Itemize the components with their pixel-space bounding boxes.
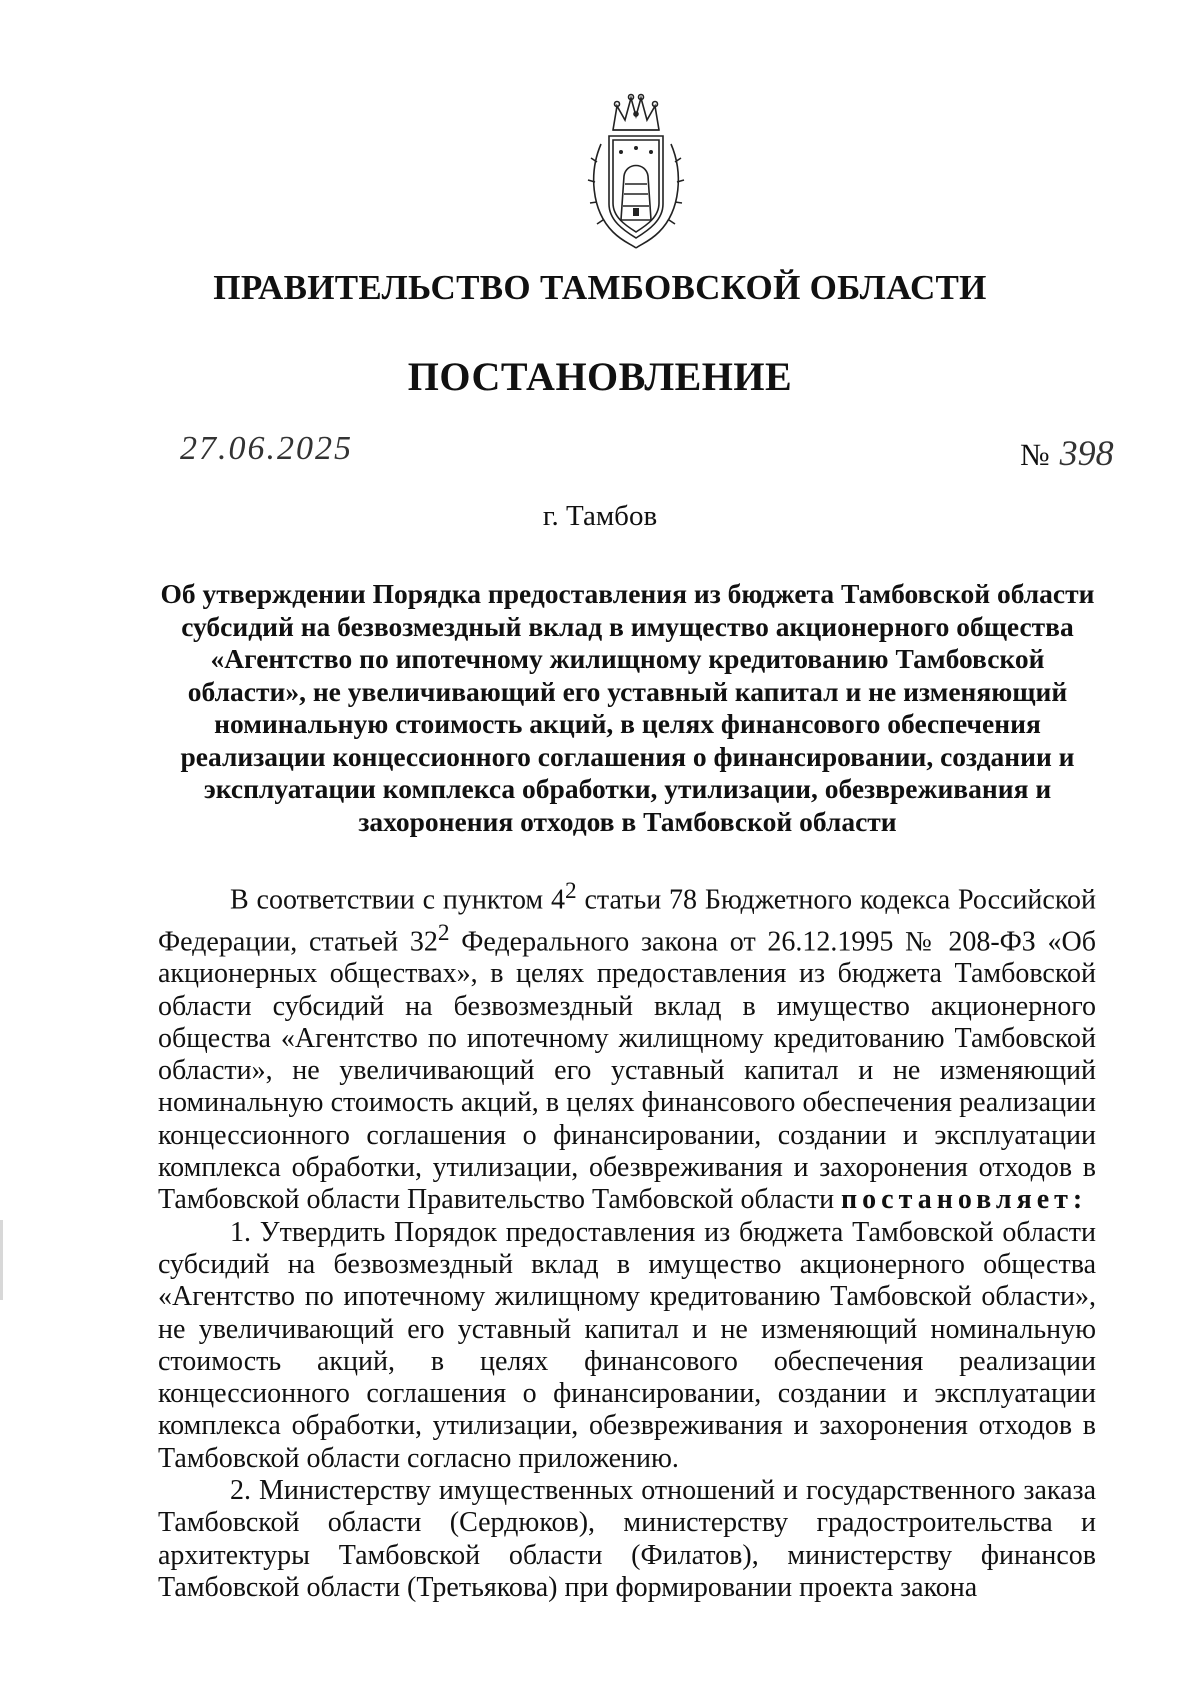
document-number	[1020, 432, 1114, 474]
coat-of-arms-emblem	[583, 92, 689, 252]
handwritten-number: 398	[1059, 433, 1114, 473]
item-1-paragraph: 1. Утвердить Порядок предоставления из бюджета Тамбовской области субсидий на безвозмездный вклад в имущество акционерного общества «Агентство по ипотечному жилищному кредитованию Тамбовской области», не увеличивающий его уставный капитал и не изменяющий номинальную стоимость акций, в целях финансового обеспечения реализации концессионного соглашения о финансировании, создании и эксплуатации комплекса обработки, утилизации, обезвреживания и захоронения отходов в Тамбовской области согласно приложению.	[158, 1216, 1096, 1474]
document-body	[158, 875, 1096, 1604]
number-sign: №	[1020, 437, 1050, 472]
preamble-paragraph: В соответствии с пунктом $4^2$ статьи 78 Бюджетного кодекса Российской Федерации, статьей $32^2$ Федерального закона от 26.12.1995 № 208-ФЗ «Об акционерных обществах», в целях предоставления из бюджета Тамбовской области субсидий на безвозмездный вклад в имущество акционерного общества «Агентство по ипотечному жилищному кредитованию Тамбовской области», не увеличивающий его уставный капитал и не изменяющий номинальную стоимость акций, в целях финансового обеспечения реализации концессионного соглашения о финансировании, создании и эксплуатации комплекса обработки, утилизации, обезвреживания и захоронения отходов в Тамбовской области Правительство Тамбовской области постановляет:	[158, 878, 1096, 1216]
document-type-heading: ПОСТАНОВЛЕНИЕ	[407, 354, 793, 399]
handwritten-date: 27.06.2025	[180, 430, 353, 467]
decree-word: постановляет:	[841, 1184, 1088, 1216]
city-line: г. Тамбов	[542, 500, 658, 532]
government-title: ПРАВИТЕЛЬСТВО ТАМБОВСКОЙ ОБЛАСТИ	[213, 268, 987, 307]
document-subject: Об утверждении Порядка предоставления из бюджета Тамбовской области субсидий на безвозмездный вклад в имущество акционерного общества «Агентство по ипотечному жилищному кредитованию Тамбовской области», не увеличивающий его уставный капитал и не изменяющий номинальную стоимость акций, в целях финансового обеспечения реализации концессионного соглашения о финансировании, создании и эксплуатации комплекса обработки, утилизации, обезвреживания и захоронения отходов в Тамбовской области	[160, 578, 1095, 837]
scan-edge-mark	[0, 1220, 3, 1300]
item-2-paragraph: 2. Министерству имущественных отношений и государственного заказа Тамбовской области (Сердюков), министерству градостроительства и архитектуры Тамбовской области (Филатов), министерству финансов Тамбовской области (Третьякова) при формировании проекта закона	[158, 1475, 1096, 1603]
